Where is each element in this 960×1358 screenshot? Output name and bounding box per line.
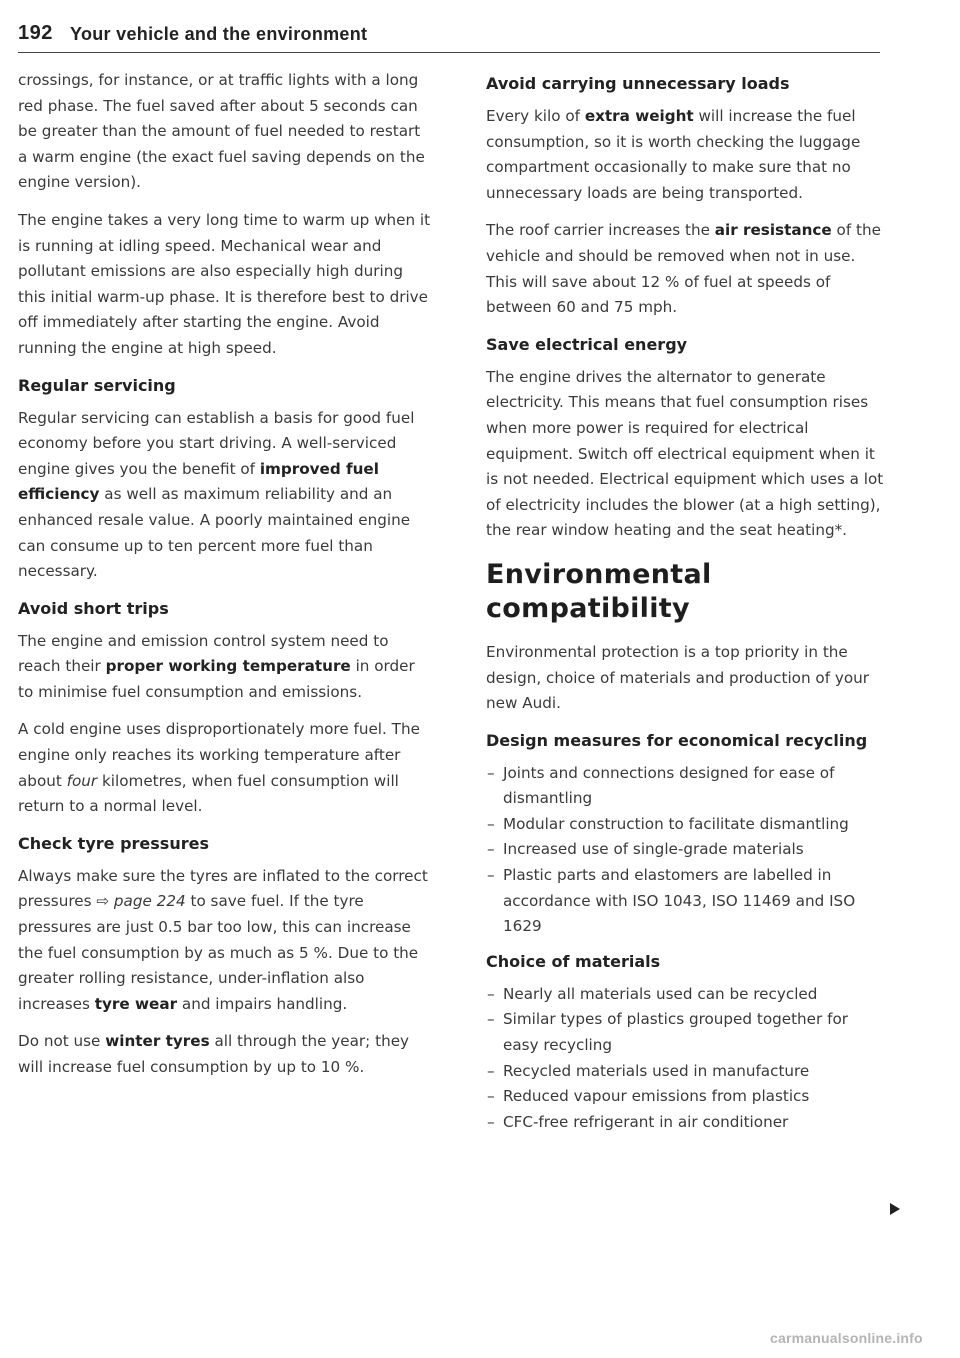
list-item: – Recycled materials used in manufacture [486, 1059, 886, 1085]
paragraph: Every kilo of extra weight will increase the fuel consumption, so it is worth checking the luggage compartment occasionally to make sure that no unnecessary loads are being transported. [486, 107, 861, 202]
heading-environmental-compatibility: Environmental compatibility [486, 558, 712, 624]
list-item: – CFC-free refrigerant in air conditioner [486, 1110, 886, 1136]
paragraph: The roof carrier increases the air resistance of the vehicle and should be removed when not in use. This will save about 12 % of fuel at speeds of between 60 and 75 mph. [486, 221, 881, 317]
watermark: carmanualsonline.info [770, 1330, 923, 1346]
paragraph: Regular servicing can establish a basis for good fuel economy before you start driving. A well-serviced engine gives you the benefit of improved fuel efficiency as well as maximum reliability and an enhanced resale value. A poorly maintained engine can consume up to ten percent more fuel than necessary. [18, 408, 415, 581]
heading-choice-of-materials: Choice of materials [486, 951, 661, 971]
page-number: 192 [18, 22, 53, 44]
paragraph: A cold engine uses disproportionately more fuel. The engine only reaches its working temperature after about four kilometres, when fuel consumption will return to a normal level. [18, 720, 420, 816]
list-item: – Joints and connections designed for ease of dismantling [486, 761, 886, 812]
heading-design-measures: Design measures for economical recycling [486, 730, 868, 750]
paragraph: The engine and emission control system need to reach their proper working temperature in order to minimise fuel consumption and emissions. [18, 631, 415, 701]
list-item: – Plastic parts and elastomers are labelled in accordance with ISO 1043, ISO 11469 and ISO 1629 [486, 863, 886, 940]
heading-avoid-unnecessary-loads: Avoid carrying unnecessary loads [486, 74, 790, 93]
list-item: – Similar types of plastics grouped together for easy recycling [486, 1007, 886, 1058]
list-item: – Increased use of single-grade materials [486, 837, 886, 863]
page-header [18, 22, 880, 53]
paragraph: Always make sure the tyres are inflated to the correct pressures ⇨ page 224 to save fuel. If the tyre pressures are just 0.5 bar too low, this can increase the fuel consumption by as much as 5 %. Due to the greater rolling resistance, under-inflation also increases tyre wear and impairs handling. [18, 866, 428, 1013]
list-item: – Reduced vapour emissions from plastics [486, 1084, 886, 1110]
heading-check-tyre-pressures: Check tyre pressures [18, 833, 209, 853]
arrow-right-icon[interactable] [890, 1203, 900, 1215]
list-item: – Nearly all materials used can be recycled [486, 982, 886, 1008]
page-reference-link[interactable]: ⇨ page 224 [96, 892, 186, 911]
paragraph: crossings, for instance, or at traffic lights with a long red phase. The fuel saved after about 5 seconds can be greater than the amount of fuel needed to restart a warm engine (the exact fuel saving depends on the engine version). [18, 71, 425, 192]
left-column [18, 68, 433, 1093]
heading-avoid-short-trips: Avoid short trips [18, 598, 169, 618]
section-title: Your vehicle and the environment [70, 24, 368, 44]
paragraph: Environmental protection is a top priority in the design, choice of materials and production of your new Audi. [486, 642, 870, 713]
heading-save-electrical-energy: Save electrical energy [486, 334, 688, 354]
materials-list [486, 982, 886, 1136]
heading-regular-servicing: Regular servicing [18, 375, 176, 395]
list-item: – Modular construction to facilitate dismantling [486, 812, 886, 838]
design-measures-list [486, 761, 886, 940]
paragraph: The engine drives the alternator to generate electricity. This means that fuel consumption rises when more power is required for electrical equipment. Switch off electrical equipment when it is not needed. Electrical equipment which uses a lot of electricity includes the blower (at a high setting), the rear window heating and the seat heating*. [486, 367, 884, 540]
paragraph: The engine takes a very long time to warm up when it is running at idling speed. Mechanical wear and pollutant emissions are also especially high during this initial warm-up phase. It is therefore best to drive off immediately after starting the engine. Avoid running the engine at high speed. [18, 210, 431, 357]
paragraph: Do not use winter tyres all through the year; they will increase fuel consumption by up to 10 %. [18, 1032, 410, 1076]
right-column [486, 68, 886, 1145]
